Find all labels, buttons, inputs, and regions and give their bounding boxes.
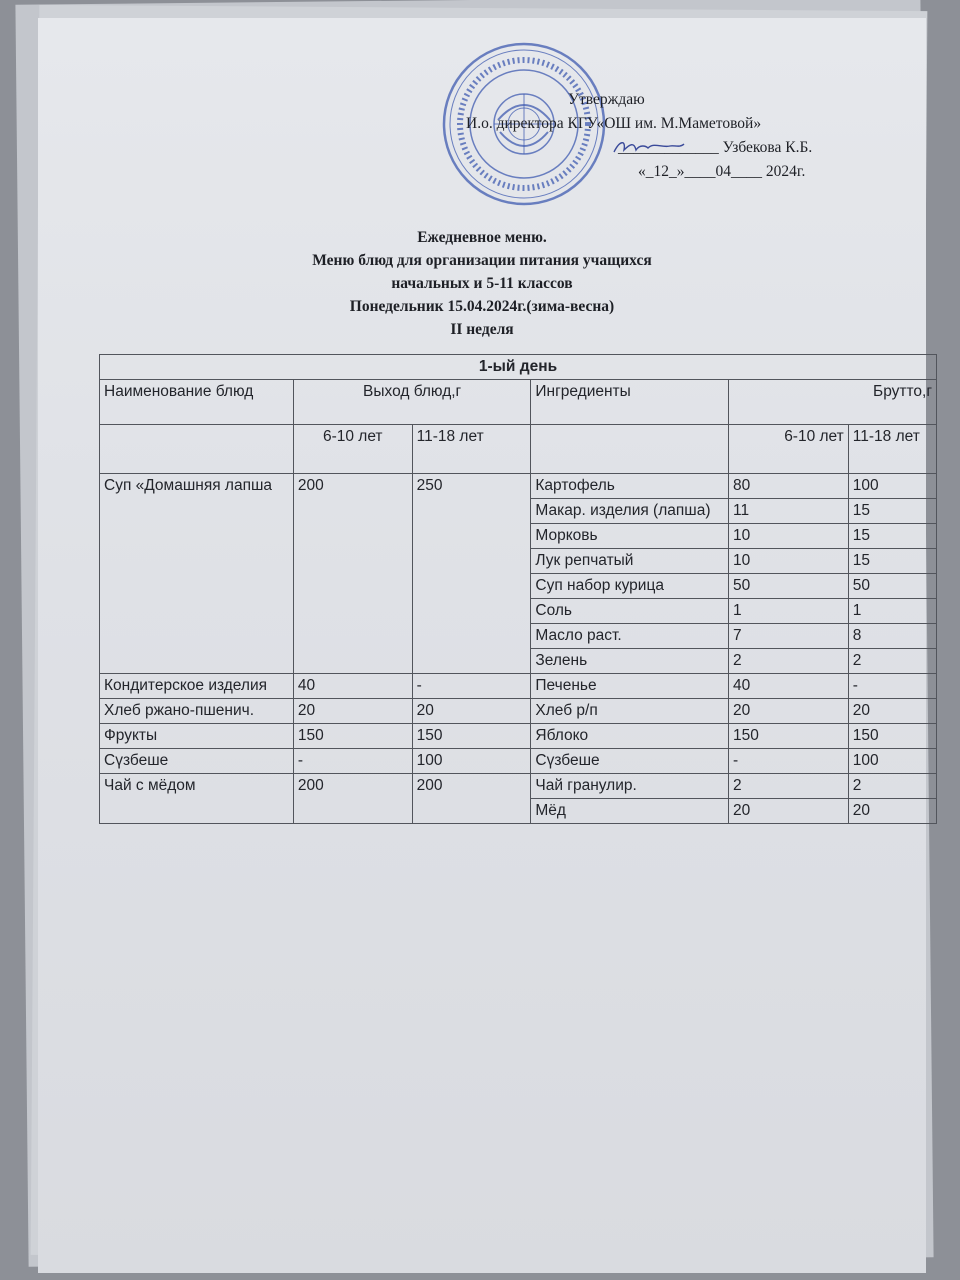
ingredient-name: Картофель (531, 474, 729, 499)
title-line-4: Понедельник 15.04.2024г.(зима-весна) (349, 298, 615, 315)
table-row (100, 774, 937, 799)
gross-a: 150 (729, 724, 849, 749)
day-label: 1-ый день (100, 355, 937, 380)
gross-a: 20 (729, 699, 849, 724)
dish-name: Сүзбеше (100, 749, 294, 774)
dish-output-b: 150 (412, 724, 531, 749)
approver-position: И.о. директора КГУ«ОШ им. М.Маметовой» (466, 115, 762, 132)
dish-name: Чай с мёдом (100, 774, 294, 824)
table-row (100, 474, 937, 499)
ingredient-name: Яблоко (531, 724, 729, 749)
gross-a: 40 (729, 674, 849, 699)
ingredient-name: Морковь (531, 524, 729, 549)
approver-name: _____________ Узбекова К.Б. (618, 139, 813, 156)
ingredient-name: Макар. изделия (лапша) (531, 499, 729, 524)
subheader-empty (100, 425, 294, 474)
gross-a: 50 (729, 574, 849, 599)
header-row (100, 380, 937, 425)
gross-a: 10 (729, 549, 849, 574)
dish-output-a: 20 (293, 699, 412, 724)
ingredient-name: Мёд (531, 799, 729, 824)
approve-word: Утверждаю (568, 91, 645, 108)
gross-b: 100 (848, 749, 936, 774)
gross-b: 1 (848, 599, 936, 624)
gross-b: 100 (848, 474, 936, 499)
dish-output-a: 40 (293, 674, 412, 699)
ingredient-name: Соль (531, 599, 729, 624)
title-line-2: Меню блюд для организации питания учащихся (312, 252, 652, 269)
menu-title (38, 226, 926, 341)
header-gross: Брутто,г (729, 380, 937, 425)
gross-b: 20 (848, 799, 936, 824)
table-row (100, 674, 937, 699)
ingredient-name: Масло раст. (531, 624, 729, 649)
dish-output-a: 200 (293, 774, 412, 824)
gross-a: 11 (729, 499, 849, 524)
ingredient-name: Зелень (531, 649, 729, 674)
dish-name: Кондитерское изделия (100, 674, 294, 699)
title-line-5: II неделя (450, 321, 514, 338)
menu-table (99, 354, 937, 824)
dish-output-b: 20 (412, 699, 531, 724)
dish-output-b: - (412, 674, 531, 699)
gross-b: 20 (848, 699, 936, 724)
dish-output-a: 150 (293, 724, 412, 749)
gross-a: 1 (729, 599, 849, 624)
dish-output-b: 100 (412, 749, 531, 774)
gross-a: 7 (729, 624, 849, 649)
gross-b: 2 (848, 774, 936, 799)
gross-b: 15 (848, 549, 936, 574)
dish-output-a: 200 (293, 474, 412, 674)
header-output: Выход блюд,г (293, 380, 531, 425)
dish-output-a: - (293, 749, 412, 774)
gross-b: - (848, 674, 936, 699)
dish-output-b: 200 (412, 774, 531, 824)
subheader-empty-2 (531, 425, 729, 474)
title-line-1: Ежедневное меню. (417, 229, 547, 246)
subheader-out-b: 11-18 лет (412, 425, 531, 474)
approval-block (438, 88, 918, 184)
header-dish: Наименование блюд (100, 380, 294, 425)
menu-sheet (38, 18, 932, 1273)
gross-b: 2 (848, 649, 936, 674)
ingredient-name: Суп набор курица (531, 574, 729, 599)
subheader-row (100, 425, 937, 474)
gross-b: 50 (848, 574, 936, 599)
gross-b: 15 (848, 499, 936, 524)
gross-a: 2 (729, 649, 849, 674)
gross-a: - (729, 749, 849, 774)
day-row (100, 355, 937, 380)
subheader-gross-b: 11-18 лет (848, 425, 936, 474)
title-line-3: начальных и 5-11 классов (391, 275, 573, 292)
ingredient-name: Сүзбеше (531, 749, 729, 774)
ingredient-name: Печенье (531, 674, 729, 699)
gross-b: 15 (848, 524, 936, 549)
gross-a: 10 (729, 524, 849, 549)
header-ingredients: Ингредиенты (531, 380, 729, 425)
dish-name: Хлеб ржано-пшенич. (100, 699, 294, 724)
dish-output-b: 250 (412, 474, 531, 674)
subheader-gross-a: 6-10 лет (729, 425, 849, 474)
gross-b: 8 (848, 624, 936, 649)
table-row (100, 749, 937, 774)
gross-b: 150 (848, 724, 936, 749)
gross-a: 2 (729, 774, 849, 799)
ingredient-name: Хлеб р/п (531, 699, 729, 724)
dish-name: Суп «Домашняя лапша (100, 474, 294, 674)
ingredient-name: Лук репчатый (531, 549, 729, 574)
approval-date: «_12_»____04____ 2024г. (638, 163, 806, 180)
table-row (100, 699, 937, 724)
ingredient-name: Чай гранулир. (531, 774, 729, 799)
subheader-out-a: 6-10 лет (293, 425, 412, 474)
gross-a: 20 (729, 799, 849, 824)
gross-a: 80 (729, 474, 849, 499)
table-row (100, 724, 937, 749)
dish-name: Фрукты (100, 724, 294, 749)
